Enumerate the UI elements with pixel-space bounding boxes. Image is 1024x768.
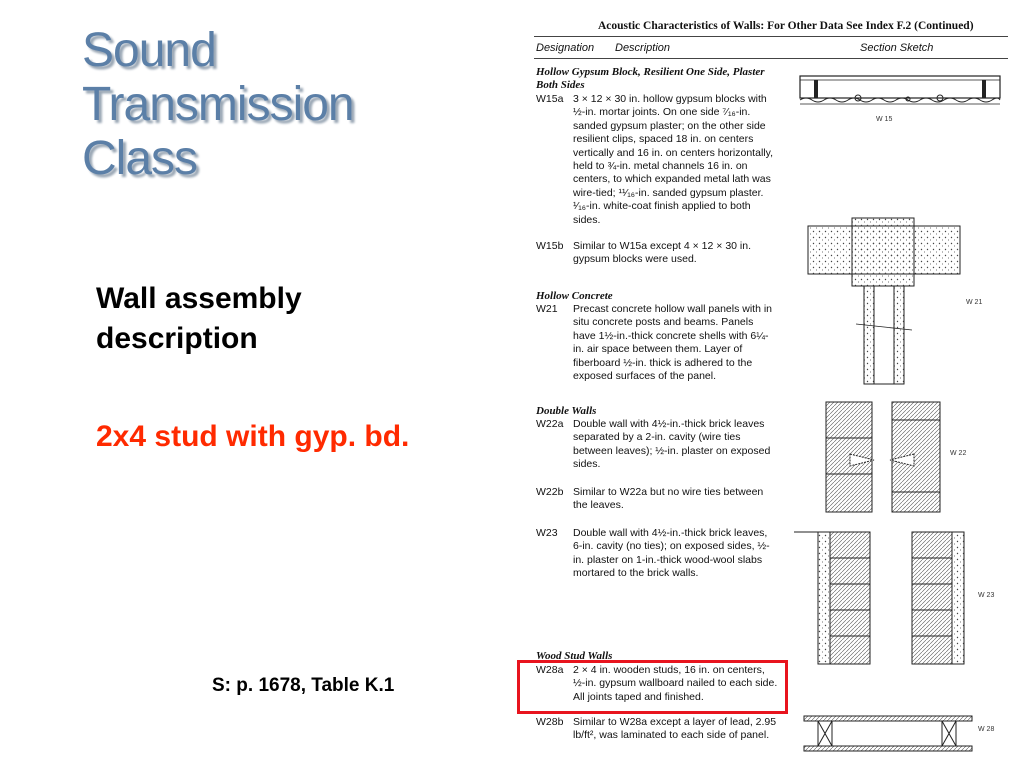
- group-hollow-concrete: Hollow Concrete: [536, 290, 613, 302]
- entry-w22a: [536, 418, 776, 474]
- entry-w21: [536, 303, 776, 387]
- entry-w23: [536, 527, 776, 583]
- entry-desc: Double wall with 4½-in.-thick brick leaves separated by a 2-in. cavity (wire ties between leaves); ½-in. plaster on exposed sides.: [573, 418, 771, 471]
- title-line-3: Class: [82, 132, 198, 185]
- title-line-2: Transmission: [82, 78, 354, 131]
- entry-code: W28a: [536, 664, 564, 676]
- col-sketch: Section Sketch: [860, 42, 934, 54]
- entry-code: W22a: [536, 418, 564, 430]
- sketch-label-w21: W 21: [966, 299, 983, 306]
- source-citation: S: p. 1678, Table K.1: [212, 675, 395, 696]
- entry-desc: Similar to W22a but no wire ties between the leaves.: [573, 486, 764, 512]
- sketch-label-w23: W 23: [978, 592, 995, 599]
- sketch-w15: [796, 66, 1010, 122]
- entry-desc: Similar to W15a except 4 × 12 × 30 in. gypsum blocks were used.: [573, 240, 752, 266]
- table-rule-header: [534, 58, 1008, 59]
- sketch-w22: [822, 398, 958, 516]
- title-line-1: Sound: [82, 24, 216, 77]
- entry-desc: Precast concrete hollow wall panels with in situ concrete posts and beams. Panels have 1½-in.-thick concrete shells with 6¼-in. air space between them. Layer of fiberboard ½-in. thick is adhered to the exposed surfaces of the panel.: [573, 303, 773, 383]
- sketch-w28: [800, 712, 976, 756]
- entry-code: W15a: [536, 93, 564, 105]
- wall-assembly-heading: Wall assembly description: [96, 282, 302, 355]
- group-wood-stud: Wood Stud Walls: [536, 650, 613, 662]
- sketch-w23: [794, 528, 972, 668]
- slide-title: [82, 24, 442, 186]
- entry-desc: Similar to W28a except a layer of lead, 2.95 lb/ft², was laminated to each side of panel.: [573, 716, 777, 742]
- entry-code: W28b: [536, 716, 564, 728]
- sketch-w21: [806, 212, 966, 394]
- sketch-label-w22: W 22: [950, 450, 967, 457]
- entry-desc: 3 × 12 × 30 in. hollow gypsum blocks with ½-in. mortar joints. On one side ⁷⁄₁₆-in. sanded gypsum plaster; on the other side resilient clips, spaced 18 in. on centers vertically and 16 in. on centers horizontally, held to ¾-in. metal channels 16 in. on centers, to which expanded metal lath was wire-tied; ¹¹⁄₁₆-in. sanded gypsum plaster. ¹⁄₁₆-in. white-coat finish applied to both sides.: [573, 93, 773, 226]
- table-title: Acoustic Characteristics of Walls: For Other Data See Index F.2 (Continued): [598, 20, 974, 32]
- entry-w15a: [536, 93, 776, 233]
- col-description: Description: [615, 42, 671, 54]
- entry-code: W23: [536, 527, 558, 539]
- highlighted-assembly: 2x4 stud with gyp. bd.: [96, 420, 410, 453]
- entry-desc: 2 × 4 in. wooden studs, 16 in. on centers, ½-in. gypsum wallboard nailed to each side. All joints taped and finished.: [573, 664, 778, 703]
- entry-code: W22b: [536, 486, 564, 498]
- group-hollow-gypsum: Hollow Gypsum Block, Resilient One Side, Plaster Both Sides: [536, 66, 765, 91]
- entry-w22b: [536, 486, 776, 516]
- sketch-label-w28: W 28: [978, 726, 995, 733]
- table-rule-top: [534, 36, 1008, 37]
- entry-code: W21: [536, 303, 558, 315]
- entry-desc: Double wall with 4½-in.-thick brick leaves, 6-in. cavity (no ties); on exposed sides, ½-in. plaster on 1-in.-thick wood-wool slabs mortared to the brick walls.: [573, 527, 770, 580]
- entry-w28b: [536, 716, 776, 760]
- highlight-box-w28a: [517, 660, 788, 714]
- acoustic-walls-table: [530, 16, 1010, 768]
- entry-code: W15b: [536, 240, 564, 252]
- col-designation: Designation: [536, 42, 595, 54]
- group-double-walls: Double Walls: [536, 405, 597, 417]
- entry-w15b: [536, 240, 776, 270]
- sketch-label-w15: W 15: [876, 116, 893, 123]
